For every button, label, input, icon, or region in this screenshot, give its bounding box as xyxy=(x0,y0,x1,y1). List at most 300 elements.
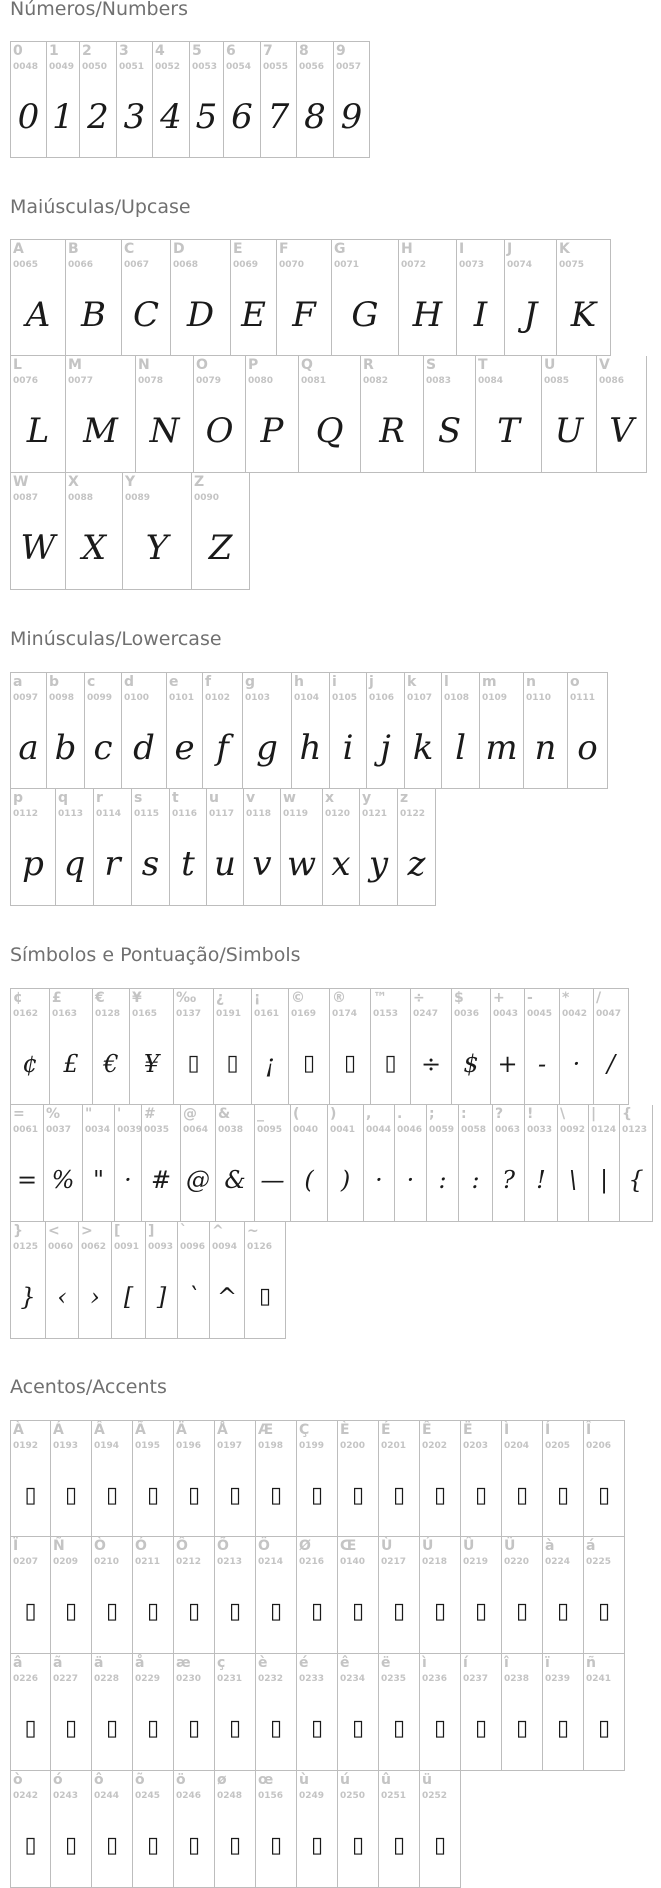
glyph-cell xyxy=(112,1222,146,1339)
glyph-cell xyxy=(79,1222,112,1339)
glyph-sample: ▯ xyxy=(24,1833,37,1858)
glyph-cell xyxy=(620,1105,653,1222)
glyph-code-label: 0239 xyxy=(545,1674,571,1684)
glyph-cell xyxy=(174,1771,215,1888)
glyph-cell xyxy=(289,988,330,1105)
glyph-sample: P xyxy=(260,411,284,451)
glyph-char-label: h xyxy=(294,674,304,690)
glyph-char-label: Ñ xyxy=(53,1538,65,1554)
glyph-char-label: g xyxy=(245,674,256,690)
glyph-code-label: 0214 xyxy=(258,1557,284,1567)
glyph-char-label: £ xyxy=(52,990,62,1006)
glyph-char-label: Â xyxy=(94,1422,105,1438)
glyph-row xyxy=(10,41,370,158)
glyph-code-label: 0217 xyxy=(381,1557,407,1567)
glyph-sample: ▯ xyxy=(187,1483,201,1508)
glyph-sample: D xyxy=(186,295,215,335)
glyph-cell xyxy=(502,1420,543,1537)
glyph-sample: x xyxy=(331,844,351,884)
glyph-cell xyxy=(299,356,361,473)
glyph-cell xyxy=(502,1537,543,1654)
glyph-cell xyxy=(10,356,66,473)
glyph-char-label: à xyxy=(545,1538,555,1554)
glyph-code-label: 0074 xyxy=(507,260,533,270)
glyph-char-label: Ë xyxy=(463,1422,473,1438)
glyph-code-label: 0235 xyxy=(381,1674,407,1684)
glyph-char-label: Ä xyxy=(176,1422,187,1438)
glyph-char-label: { xyxy=(622,1106,632,1122)
glyph-row xyxy=(10,789,436,906)
glyph-cell xyxy=(190,41,224,158)
glyph-sample: Z xyxy=(208,528,233,568)
glyph-code-label: 0097 xyxy=(13,693,39,703)
glyph-code-label: 0080 xyxy=(248,376,274,386)
glyph-sample: b xyxy=(54,728,77,768)
glyph-sample: ▯ xyxy=(310,1716,324,1741)
glyph-code-label: 0201 xyxy=(381,1441,407,1451)
glyph-char-label: Ã xyxy=(135,1422,146,1438)
glyph-char-label: © xyxy=(291,990,305,1006)
glyph-cell xyxy=(171,239,231,356)
glyph-char-label: z xyxy=(400,790,409,806)
glyph-code-label: 0102 xyxy=(205,693,231,703)
glyph-char-label: ¿ xyxy=(216,990,225,1006)
glyph-sample: J xyxy=(523,295,538,335)
glyph-char-label: I xyxy=(459,241,465,257)
glyph-sample: X xyxy=(81,528,107,568)
glyph-char-label: r xyxy=(96,790,103,806)
glyph-char-label: v xyxy=(246,790,256,806)
glyph-code-label: 0060 xyxy=(48,1242,74,1252)
glyph-code-label: 0153 xyxy=(373,1009,399,1019)
glyph-char-label: ® xyxy=(332,990,346,1006)
glyph-code-label: 0126 xyxy=(247,1242,273,1252)
glyph-sample: K xyxy=(570,295,597,335)
glyph-char-label: 0 xyxy=(13,43,23,59)
glyph-code-label: 0076 xyxy=(13,376,39,386)
glyph-cell xyxy=(584,1537,625,1654)
glyph-code-label: 0225 xyxy=(586,1557,612,1567)
glyph-code-label: 0103 xyxy=(245,693,271,703)
glyph-cell xyxy=(80,41,117,158)
glyph-cell xyxy=(66,356,136,473)
glyph-sample: A xyxy=(25,295,51,335)
glyph-sample: ▯ xyxy=(187,1833,201,1858)
glyph-code-label: 0200 xyxy=(340,1441,366,1451)
glyph-char-label: Ò xyxy=(94,1538,106,1554)
glyph-code-label: 0162 xyxy=(13,1009,39,1019)
glyph-char-label: å xyxy=(135,1655,145,1671)
glyph-code-label: 0228 xyxy=(94,1674,120,1684)
glyph-cell xyxy=(92,1420,133,1537)
glyph-char-label: Ü xyxy=(504,1538,516,1554)
glyph-char-label: í xyxy=(463,1655,468,1671)
glyph-char-label: > xyxy=(81,1223,93,1239)
glyph-code-label: 0229 xyxy=(135,1674,161,1684)
glyph-char-label: Ï xyxy=(13,1538,19,1554)
glyph-sample: 3 xyxy=(123,97,146,137)
glyph-sample: ▯ xyxy=(64,1716,78,1741)
glyph-sample: ] xyxy=(156,1283,167,1311)
glyph-code-label: 0241 xyxy=(586,1674,612,1684)
glyph-cell xyxy=(491,988,525,1105)
glyph-char-label: Í xyxy=(545,1422,551,1438)
glyph-char-label: * xyxy=(562,990,570,1006)
glyph-cell xyxy=(584,1654,625,1771)
glyph-cell xyxy=(476,356,542,473)
glyph-sample: › xyxy=(90,1283,100,1311)
glyph-sample: l xyxy=(455,728,466,768)
glyph-char-label: - xyxy=(527,990,533,1006)
glyph-char-label: k xyxy=(407,674,417,690)
glyph-char-label: ù xyxy=(299,1772,309,1788)
glyph-sample: ▯ xyxy=(228,1833,242,1858)
glyph-sample: ▯ xyxy=(269,1716,283,1741)
glyph-code-label: 0094 xyxy=(212,1242,238,1252)
glyph-code-label: 0118 xyxy=(246,809,272,819)
glyph-cell xyxy=(420,1537,461,1654)
glyph-code-label: 0053 xyxy=(192,62,218,72)
glyph-code-label: 0054 xyxy=(226,62,252,72)
glyph-code-label: 0110 xyxy=(526,693,552,703)
glyph-row xyxy=(10,1537,625,1654)
glyph-sample: ▯ xyxy=(433,1716,447,1741)
glyph-code-label: 0231 xyxy=(217,1674,243,1684)
glyph-sample: F xyxy=(292,295,316,335)
glyph-code-label: 0121 xyxy=(362,809,388,819)
glyph-row xyxy=(10,239,611,356)
glyph-char-label: Ó xyxy=(135,1538,147,1554)
glyph-cell xyxy=(459,1105,493,1222)
glyph-sample: j xyxy=(380,728,391,768)
glyph-sample: n xyxy=(534,728,557,768)
glyph-sample: ▯ xyxy=(597,1716,611,1741)
glyph-cell xyxy=(10,473,66,590)
glyph-char-label: D xyxy=(173,241,185,257)
glyph-sample: ▯ xyxy=(433,1599,447,1624)
glyph-char-label: ø xyxy=(217,1772,227,1788)
glyph-char-label: ¡ xyxy=(254,990,261,1006)
glyph-code-label: 0226 xyxy=(13,1674,39,1684)
glyph-cell xyxy=(51,1654,92,1771)
glyph-cell xyxy=(244,789,281,906)
glyph-cell xyxy=(47,672,85,789)
glyph-char-label: ü xyxy=(422,1772,432,1788)
glyph-sample: 5 xyxy=(195,97,218,137)
glyph-char-label: H xyxy=(401,241,413,257)
glyph-char-label: M xyxy=(68,357,82,373)
glyph-char-label: & xyxy=(218,1106,231,1122)
glyph-sample: ) xyxy=(340,1166,351,1194)
glyph-code-label: 0192 xyxy=(13,1441,39,1451)
glyph-char-label: _ xyxy=(257,1106,264,1122)
glyph-code-label: 0065 xyxy=(13,260,39,270)
glyph-sample: ▯ xyxy=(269,1599,283,1624)
glyph-code-label: 0051 xyxy=(119,62,145,72)
glyph-sample: z xyxy=(407,844,426,884)
glyph-cell xyxy=(505,239,557,356)
glyph-code-label: 0072 xyxy=(401,260,427,270)
glyph-char-label: , xyxy=(366,1106,372,1122)
glyph-cell xyxy=(502,1654,543,1771)
glyph-code-label: 0224 xyxy=(545,1557,571,1567)
glyph-cell xyxy=(461,1420,502,1537)
glyph-char-label: ™ xyxy=(373,990,387,1006)
glyph-code-label: 0057 xyxy=(336,62,362,72)
glyph-cell xyxy=(178,1222,210,1339)
glyph-sample: N xyxy=(149,411,180,451)
glyph-cell xyxy=(10,1654,51,1771)
glyph-row xyxy=(10,1420,625,1537)
glyph-sample: ▯ xyxy=(24,1599,37,1624)
glyph-code-label: 0156 xyxy=(258,1791,284,1801)
glyph-code-label: 0101 xyxy=(169,693,195,703)
glyph-code-label: 0120 xyxy=(325,809,351,819)
glyph-code-label: 0043 xyxy=(493,1009,519,1019)
glyph-sample: ▯ xyxy=(310,1599,324,1624)
glyph-sample: — xyxy=(260,1166,285,1194)
glyph-code-label: 0249 xyxy=(299,1791,325,1801)
glyph-cell xyxy=(243,672,292,789)
glyph-code-label: 0219 xyxy=(463,1557,489,1567)
glyph-char-label: 5 xyxy=(192,43,202,59)
glyph-char-label: a xyxy=(13,674,23,690)
glyph-cell xyxy=(10,1420,51,1537)
glyph-cell xyxy=(334,41,370,158)
glyph-code-label: 0202 xyxy=(422,1441,448,1451)
glyph-char-label: $ xyxy=(454,990,464,1006)
glyph-sample: ▯ xyxy=(310,1833,324,1858)
glyph-sample: v xyxy=(252,844,272,884)
glyph-sample: - xyxy=(537,1050,547,1078)
glyph-sample: 6 xyxy=(231,97,253,137)
glyph-sample: " xyxy=(92,1166,105,1194)
glyph-char-label: f xyxy=(205,674,212,690)
glyph-code-label: 0204 xyxy=(504,1441,530,1451)
glyph-code-label: 0232 xyxy=(258,1674,284,1684)
glyph-sample: ▯ xyxy=(351,1716,365,1741)
glyph-code-label: 0037 xyxy=(46,1125,72,1135)
glyph-cell xyxy=(277,239,332,356)
glyph-cell xyxy=(338,1537,379,1654)
glyph-cell xyxy=(122,239,171,356)
glyph-char-label: P xyxy=(248,357,259,373)
glyph-sample: y xyxy=(368,844,389,884)
glyph-sample: ¥ xyxy=(143,1050,160,1078)
glyph-sample: i xyxy=(342,728,354,768)
glyph-cell xyxy=(379,1654,420,1771)
glyph-cell xyxy=(281,789,323,906)
glyph-sample: k xyxy=(412,728,434,768)
glyph-char-label: O xyxy=(196,357,208,373)
glyph-cell xyxy=(461,1654,502,1771)
glyph-code-label: 0068 xyxy=(173,260,199,270)
glyph-sample: ▯ xyxy=(269,1833,283,1858)
glyph-sample: ▯ xyxy=(392,1483,406,1508)
glyph-code-label: 0078 xyxy=(138,376,164,386)
glyph-code-label: 0244 xyxy=(94,1791,120,1801)
glyph-row xyxy=(10,473,250,590)
glyph-char-label: € xyxy=(95,990,105,1006)
glyph-char-label: G xyxy=(334,241,346,257)
glyph-cell xyxy=(122,672,167,789)
section-title-upcase: Maiúsculas/Upcase xyxy=(10,196,191,218)
glyph-char-label: á xyxy=(586,1538,596,1554)
glyph-char-label: } xyxy=(13,1223,23,1239)
glyph-code-label: 0041 xyxy=(330,1125,356,1135)
glyph-code-label: 0236 xyxy=(422,1674,448,1684)
glyph-cell xyxy=(328,1105,364,1222)
glyph-char-label: Ç xyxy=(299,1422,310,1438)
glyph-char-label: / xyxy=(596,990,602,1006)
glyph-sample: £ xyxy=(63,1050,79,1078)
glyph-char-label: # xyxy=(144,1106,156,1122)
glyph-sample: s xyxy=(141,844,160,884)
glyph-char-label: Ö xyxy=(258,1538,270,1554)
glyph-code-label: 0140 xyxy=(340,1557,366,1567)
glyph-char-label: c xyxy=(87,674,96,690)
glyph-char-label: ! xyxy=(527,1106,534,1122)
glyph-cell xyxy=(123,473,192,590)
glyph-char-label: j xyxy=(369,674,374,690)
glyph-code-label: 0234 xyxy=(340,1674,366,1684)
glyph-code-label: 0113 xyxy=(58,809,84,819)
glyph-sample: p xyxy=(22,844,44,884)
glyph-sample: + xyxy=(497,1050,518,1078)
glyph-char-label: V xyxy=(599,357,610,373)
glyph-cell xyxy=(85,672,122,789)
glyph-cell xyxy=(10,239,66,356)
glyph-sample: 9 xyxy=(340,97,363,137)
glyph-char-label: b xyxy=(49,674,60,690)
glyph-sample: ¡ xyxy=(265,1050,275,1078)
glyph-cell xyxy=(379,1771,420,1888)
glyph-sample: ( xyxy=(304,1166,314,1194)
glyph-char-label: ç xyxy=(217,1655,226,1671)
glyph-cell xyxy=(589,1105,620,1222)
glyph-cell xyxy=(543,1420,584,1537)
glyph-cell xyxy=(174,1537,215,1654)
glyph-sample: H xyxy=(412,295,443,335)
glyph-sample: ¢ xyxy=(22,1050,38,1078)
glyph-code-label: 0211 xyxy=(135,1557,161,1567)
glyph-cell xyxy=(94,789,132,906)
glyph-cell xyxy=(361,356,424,473)
glyph-char-label: L xyxy=(13,357,22,373)
glyph-char-label: < xyxy=(48,1223,60,1239)
glyph-sample: T xyxy=(497,411,520,451)
glyph-code-label: 0205 xyxy=(545,1441,571,1451)
glyph-cell xyxy=(411,988,452,1105)
glyph-cell xyxy=(246,356,299,473)
glyph-code-label: 0108 xyxy=(444,693,470,703)
glyph-cell xyxy=(117,41,153,158)
glyph-cell xyxy=(92,1771,133,1888)
glyph-sample: ▯ xyxy=(64,1599,78,1624)
glyph-char-label: | xyxy=(591,1106,597,1122)
glyph-code-label: 0100 xyxy=(124,693,150,703)
glyph-sample: 4 xyxy=(160,97,182,137)
glyph-sample: ▯ xyxy=(433,1483,447,1508)
glyph-char-label: ô xyxy=(94,1772,104,1788)
glyph-sample: ▯ xyxy=(474,1599,488,1624)
glyph-code-label: 0083 xyxy=(426,376,452,386)
glyph-sample: ▯ xyxy=(343,1051,357,1076)
glyph-code-label: 0069 xyxy=(233,260,259,270)
glyph-cell xyxy=(133,1771,174,1888)
glyph-char-label: @ xyxy=(183,1106,197,1122)
glyph-char-label: ã xyxy=(53,1655,63,1671)
glyph-cell xyxy=(92,1654,133,1771)
glyph-char-label: ÷ xyxy=(413,990,425,1006)
glyph-cell xyxy=(256,1420,297,1537)
glyph-code-label: 0203 xyxy=(463,1441,489,1451)
glyph-char-label: F xyxy=(279,241,289,257)
glyph-row xyxy=(10,988,629,1105)
glyph-char-label: ~ xyxy=(247,1223,259,1239)
glyph-code-label: 0124 xyxy=(591,1125,617,1135)
glyph-char-label: È xyxy=(340,1422,350,1438)
glyph-cell xyxy=(371,988,411,1105)
glyph-sample: · xyxy=(406,1166,415,1194)
glyph-sample: ▯ xyxy=(187,1716,201,1741)
glyph-sample: ▯ xyxy=(105,1716,119,1741)
glyph-cell xyxy=(10,1771,51,1888)
glyph-sample: ▯ xyxy=(146,1599,160,1624)
glyph-char-label: Õ xyxy=(217,1538,229,1554)
glyph-code-label: 0117 xyxy=(209,809,235,819)
glyph-cell xyxy=(46,1222,79,1339)
glyph-char-label: W xyxy=(13,474,29,490)
glyph-code-label: 0056 xyxy=(299,62,325,72)
glyph-sample: ▯ xyxy=(228,1483,242,1508)
glyph-cell xyxy=(192,473,250,590)
glyph-cell xyxy=(47,41,80,158)
glyph-char-label: õ xyxy=(135,1772,145,1788)
glyph-cell xyxy=(215,1771,256,1888)
glyph-cell xyxy=(332,239,399,356)
glyph-cell xyxy=(245,1222,286,1339)
glyph-sample: $ xyxy=(463,1050,479,1078)
glyph-code-label: 0199 xyxy=(299,1441,325,1451)
glyph-code-label: 0038 xyxy=(218,1125,244,1135)
glyph-code-label: 0245 xyxy=(135,1791,161,1801)
glyph-char-label: ä xyxy=(94,1655,104,1671)
glyph-cell xyxy=(330,672,367,789)
glyph-char-label: Æ xyxy=(258,1422,274,1438)
glyph-char-label: N xyxy=(138,357,150,373)
glyph-cell xyxy=(594,988,629,1105)
glyph-code-label: 0104 xyxy=(294,693,320,703)
glyph-code-label: 0073 xyxy=(459,260,485,270)
glyph-sample: Q xyxy=(315,411,344,451)
glyph-code-label: 0194 xyxy=(94,1441,120,1451)
glyph-code-label: 0169 xyxy=(291,1009,317,1019)
glyph-char-label: R xyxy=(363,357,374,373)
glyph-code-label: 0209 xyxy=(53,1557,79,1567)
glyph-sample: O xyxy=(205,411,234,451)
glyph-char-label: Ô xyxy=(176,1538,188,1554)
glyph-char-label: X xyxy=(68,474,79,490)
glyph-cell xyxy=(142,1105,181,1222)
glyph-code-label: 0242 xyxy=(13,1791,39,1801)
glyph-cell xyxy=(133,1537,174,1654)
glyph-char-label: B xyxy=(68,241,79,257)
glyph-sample: | xyxy=(599,1166,609,1194)
glyph-sample: ▯ xyxy=(597,1599,611,1624)
glyph-sample: ▯ xyxy=(474,1483,488,1508)
glyph-code-label: 0216 xyxy=(299,1557,325,1567)
